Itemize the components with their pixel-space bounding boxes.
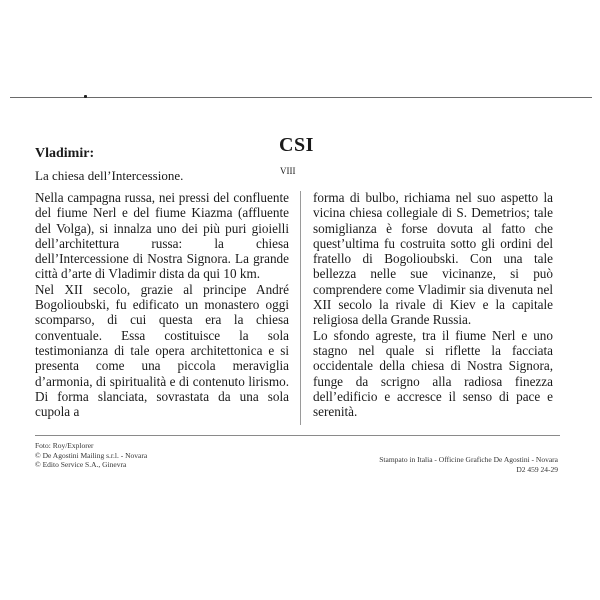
text-column-left xyxy=(35,190,289,419)
top-rule xyxy=(10,97,592,98)
column-divider xyxy=(300,191,301,425)
paragraph: Nel XII secolo, grazie al principe André Bogolioubski, fu edificato un monastero oggi scomparso, di cui questa era la chiesa conventuale. Essa costituisce la sola testimonianza di tale opera architettonica e si presenta come una piccola meraviglia d’armonia, di spiritualità e di contenuto lirismo. Di forma slanciata, sovrastata da una sola cupola a xyxy=(35,281,289,420)
credit-line: © De Agostini Mailing s.r.l. - Novara xyxy=(35,450,148,460)
ink-dot xyxy=(84,95,87,98)
place-title: Vladimir: xyxy=(35,146,95,161)
printer-info xyxy=(379,455,558,474)
card-subtitle: La chiesa dell’Intercessione. xyxy=(35,168,184,183)
series-number: VIII xyxy=(280,166,296,176)
paragraph: forma di bulbo, richiama nel suo aspetto la vicina chiesa collegiale di S. Demetrios; tale somiglianza è forse dovuta al fatto che quest’ultima fu costruita sotto gli ordini del fratello di Bogolioubski. Con una tale bellezza nelle sue vicinanze, si può comprendere come Vladimir sia divenuta nel XII secolo la rivale di Kiev e la capitale religiosa della Grande Russia. xyxy=(313,190,553,328)
credit-line: © Edito Service S.A., Ginevra xyxy=(35,460,127,469)
credit-line: Foto: Roy/Explorer xyxy=(35,441,94,450)
series-code: CSI xyxy=(279,134,314,156)
footer-rule xyxy=(35,435,560,436)
card-header xyxy=(35,146,183,184)
paragraph: Lo sfondo agreste, tra il fiume Nerl e uno stagno nel quale si riflette la facciata occidentale della chiesa di Nostra Signora, funge da scrigno alla radiosa finezza dell’edificio e accresce il senso di pace e serenità. xyxy=(313,327,553,420)
text-column-right xyxy=(313,190,553,419)
photo-credits xyxy=(35,441,147,470)
card-code: D2 459 24-29 xyxy=(516,464,558,474)
printer-line: Stampato in Italia - Officine Grafiche De Agostini - Novara xyxy=(379,455,558,464)
paragraph: Nella campagna russa, nei pressi del confluente del fiume Nerl e del fiume Kiazma (affluente del Volga), si innalza uno dei più puri gioielli dell’architettura russa: la chiesa dell’Intercessione di Nostra Signora. La grande città d’arte di Vladimir dista da qui 10 km. xyxy=(35,190,289,282)
